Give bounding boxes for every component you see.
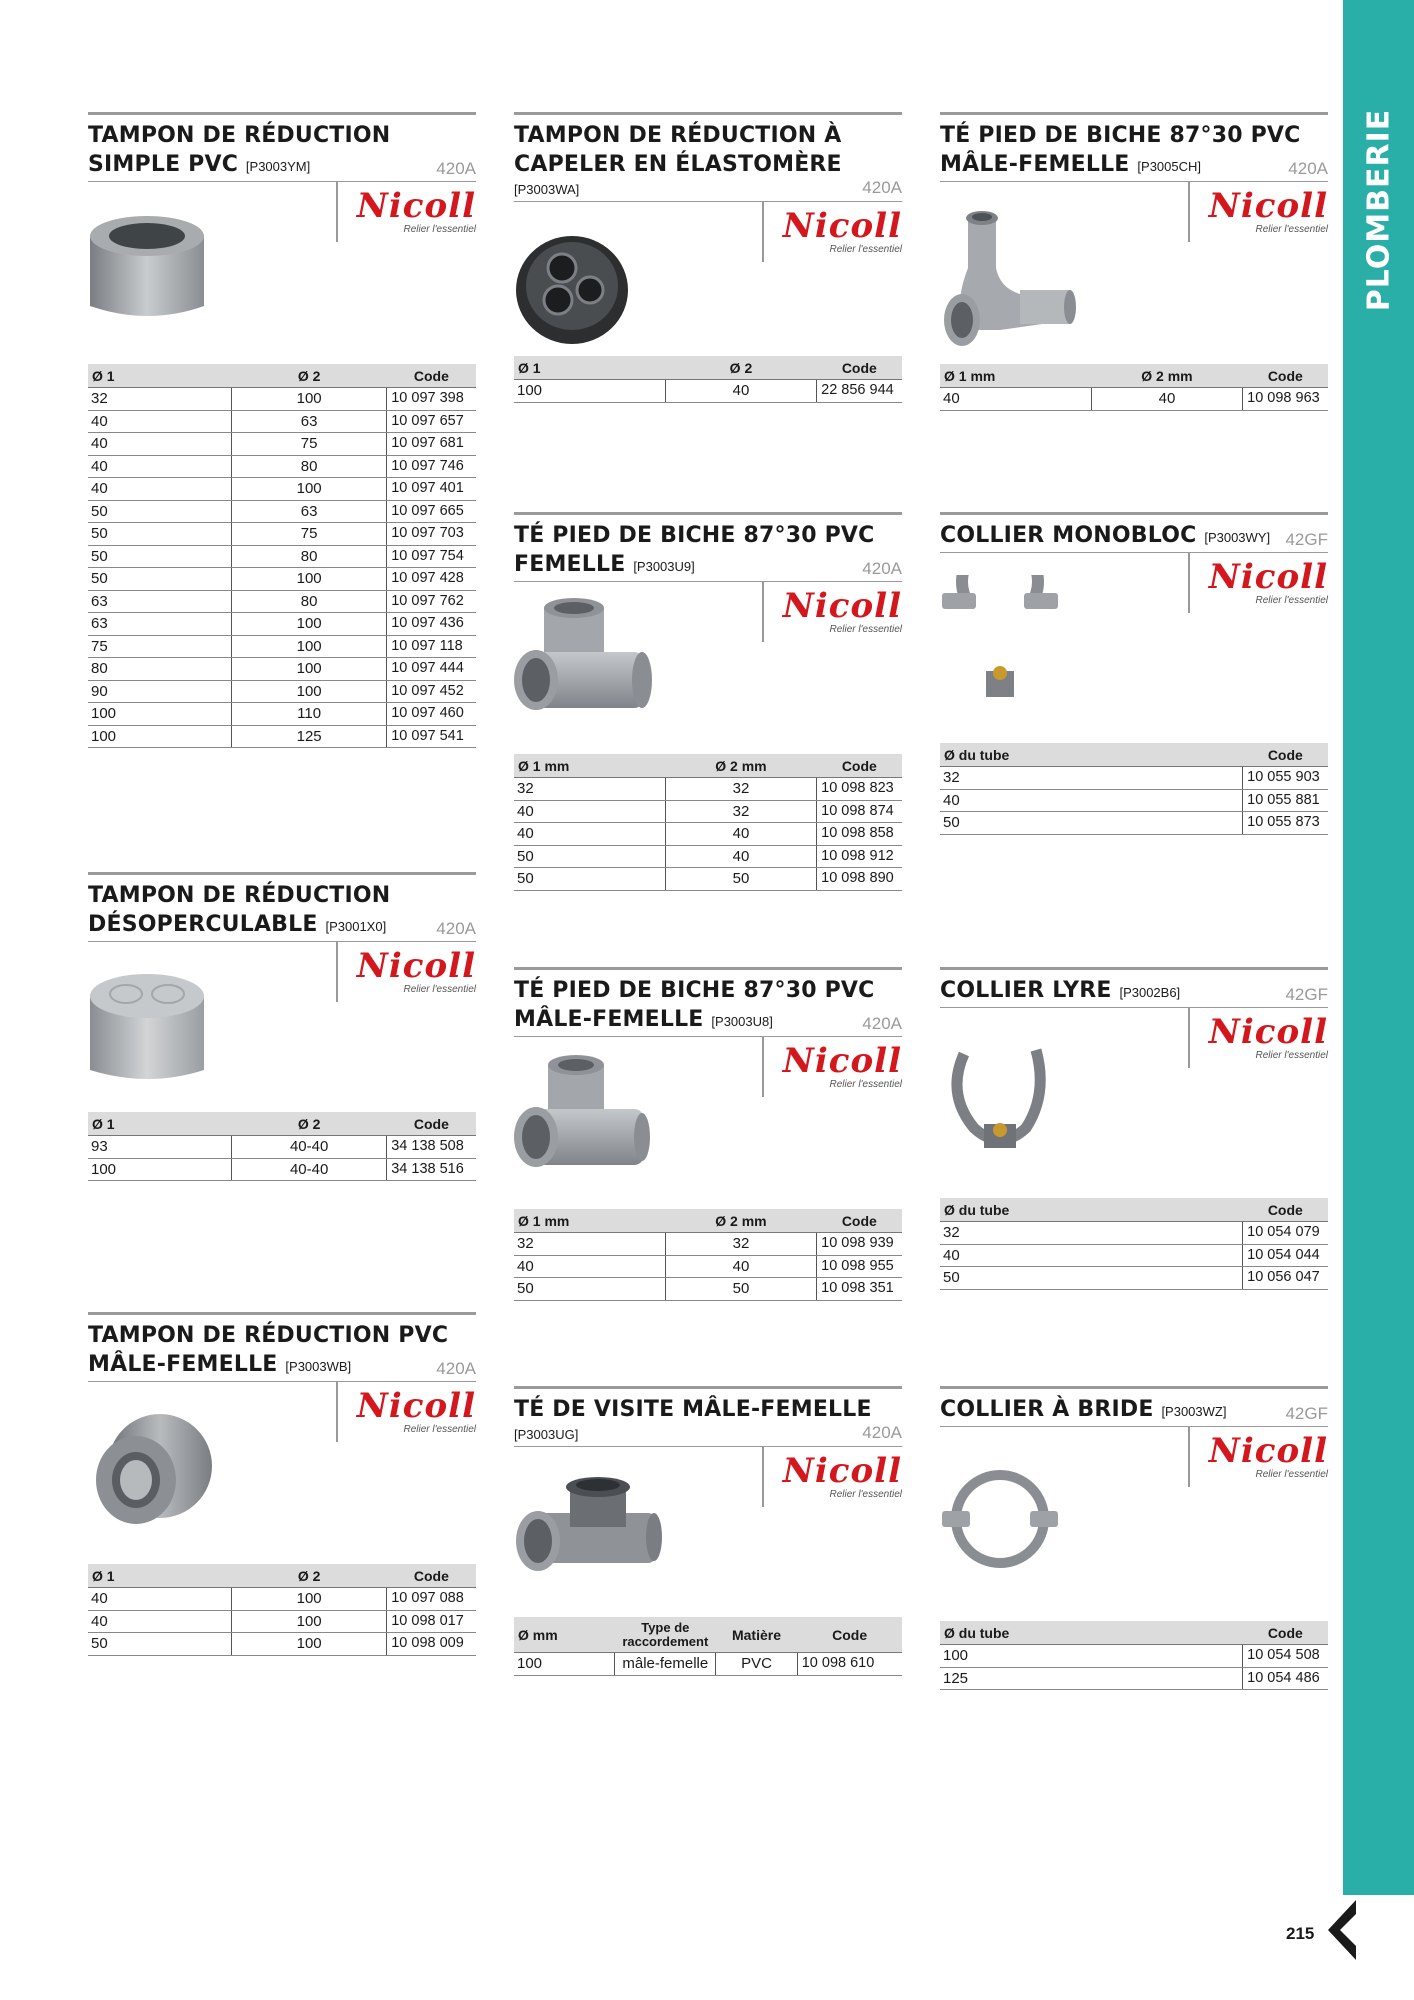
category-code: 42GF (1285, 530, 1328, 549)
table-cell: 40-40 (232, 1158, 387, 1181)
product-title: TAMPON DE RÉDUCTION DÉSOPERCULABLE [P3001X0] (88, 883, 391, 937)
table-cell: 40 (940, 388, 1091, 411)
table-row (88, 680, 476, 703)
product-reference: [P3003WY] (1204, 530, 1271, 545)
nicoll-logo: Nicoll Relier l'essentiel (356, 186, 476, 235)
category-code: 42GF (1285, 985, 1328, 1004)
code-cell: 10 054 079 (1243, 1222, 1328, 1245)
table-cell: 32 (514, 1233, 665, 1256)
product-image (514, 1099, 902, 1197)
product-header (88, 112, 476, 181)
product-header (514, 112, 902, 179)
table-cell: 100 (232, 680, 387, 703)
category-code: 420A (1288, 159, 1328, 178)
table-cell: 40 (88, 455, 232, 478)
table-cell: 32 (665, 778, 816, 801)
table-cell: 40 (88, 478, 232, 501)
table-cell: 32 (665, 1233, 816, 1256)
table-cell: 40 (940, 1244, 1243, 1267)
flange-clamp-image (940, 1453, 1060, 1583)
spec-table: Ø 1 Ø 2 Code 100 40 22 856 944 (514, 356, 902, 403)
table-cell: 50 (665, 868, 816, 891)
desoperculable-cap-image (88, 962, 208, 1090)
lyre-clamp-image (940, 1034, 1060, 1164)
table-cell: 100 (232, 1633, 387, 1656)
nicoll-logo: Nicoll Relier l'essentiel (1208, 1012, 1328, 1061)
spec-table: Ø 1 mm Ø 2 mm Code 32 32 10 098 939 40 40 10 098 955 50 50 10 098 351 (514, 1209, 902, 1301)
table-row (88, 388, 476, 411)
table-cell: 80 (232, 455, 387, 478)
table-row (940, 1267, 1328, 1290)
table-cell: PVC (716, 1653, 797, 1676)
page-number: 215 (1286, 1924, 1315, 1943)
product-tampon-capeler-elastomere (514, 112, 902, 403)
table-cell: 40 (1091, 388, 1242, 411)
spec-table-body (514, 778, 902, 891)
spec-table-body (514, 380, 902, 403)
table-row (88, 433, 476, 456)
product-reference: [P3002B6] (1119, 985, 1181, 1000)
table-row (88, 590, 476, 613)
table-row (88, 568, 476, 591)
product-header (514, 512, 902, 581)
table-row (88, 478, 476, 501)
table-cell: 80 (232, 545, 387, 568)
table-row (88, 1633, 476, 1656)
table-row (514, 845, 902, 868)
table-row (88, 613, 476, 636)
table-row (514, 868, 902, 891)
product-title: TÉ PIED DE BICHE 87°30 PVC FEMELLE [P3003U9] (514, 523, 875, 577)
product-reference: [P3003WB] (285, 1359, 352, 1374)
table-cell: 32 (940, 1222, 1243, 1245)
code-cell: 34 138 508 (387, 1136, 476, 1159)
product-reference: [P3005CH] (1137, 159, 1201, 174)
code-cell: 10 098 955 (817, 1255, 902, 1278)
table-cell: 50 (88, 568, 232, 591)
table-cell: 40 (88, 1610, 232, 1633)
table-cell: 125 (232, 725, 387, 748)
nicoll-logo: Nicoll Relier l'essentiel (782, 1041, 902, 1090)
table-row (514, 1233, 902, 1256)
spec-table-body (514, 1653, 902, 1676)
code-cell: 10 098 017 (387, 1610, 476, 1633)
table-cell: 63 (232, 500, 387, 523)
nicoll-logo: Nicoll Relier l'essentiel (782, 586, 902, 635)
code-cell: 10 056 047 (1243, 1267, 1328, 1290)
category-code: 420A (436, 919, 476, 938)
tee-fitting-image (514, 1051, 654, 1181)
category-code: 420A (862, 178, 902, 197)
table-cell: 100 (940, 1645, 1243, 1668)
code-cell: 10 098 874 (817, 800, 902, 823)
table-row (940, 1645, 1328, 1668)
code-cell: 10 054 044 (1243, 1244, 1328, 1267)
nicoll-logo: Nicoll Relier l'essentiel (1208, 186, 1328, 235)
table-row (514, 1255, 902, 1278)
table-row (940, 789, 1328, 812)
product-title: TAMPON DE RÉDUCTION PVC MÂLE-FEMELLE [P3003WB] (88, 1323, 449, 1377)
table-cell: 40 (88, 433, 232, 456)
monobloc-clamp-image (940, 575, 1060, 705)
code-cell: 10 098 858 (817, 823, 902, 846)
spec-table-body (88, 1588, 476, 1656)
spec-table-body (940, 1645, 1328, 1690)
code-cell: 10 054 486 (1243, 1667, 1328, 1690)
table-cell: 100 (232, 635, 387, 658)
table-cell: 40 (514, 800, 665, 823)
category-code: 420A (436, 1359, 476, 1378)
product-te-visite (514, 1386, 902, 1676)
table-cell: 63 (232, 410, 387, 433)
table-cell: 125 (940, 1667, 1243, 1690)
product-image (940, 1070, 1328, 1198)
product-reference: [P3003YM] (245, 159, 311, 174)
product-reference: [P3003WZ] (1161, 1404, 1227, 1419)
table-row (514, 1278, 902, 1301)
table-cell: 50 (88, 523, 232, 546)
nicoll-logo: Nicoll Relier l'essentiel (1208, 1431, 1328, 1480)
code-cell: 10 097 452 (387, 680, 476, 703)
table-row (88, 500, 476, 523)
product-te-pied-biche-male-femelle (514, 967, 902, 1301)
spec-table: Ø 1 Ø 2 Code 32 100 10 097 398 40 63 10 097 657 40 75 10 097 681 40 80 10 097 746 40 100 10 097 401 50 63 10 097 665 50 75 10 097 703 50 80 10 097 754 50 100 10 097 428 63 80 10 097 762 63 100 10 097 436 75 100 10 097 118 80 100 10 097 444 90 100 10 097 452 100 110 10 097 460 100 125 10 097 541 (88, 364, 476, 748)
code-cell: 10 098 890 (817, 868, 902, 891)
table-cell: 100 (514, 380, 665, 403)
table-cell: 50 (514, 845, 665, 868)
table-row (88, 1610, 476, 1633)
product-tampon-reduction-simple (88, 112, 476, 748)
product-image (514, 1509, 902, 1605)
table-cell: 40 (665, 823, 816, 846)
category-code: 420A (436, 159, 476, 178)
table-row (514, 1653, 902, 1676)
product-title: TÉ PIED DE BICHE 87°30 PVC MÂLE-FEMELLE [P3003U8] (514, 978, 875, 1032)
table-cell: 100 (88, 725, 232, 748)
elastomer-cap-image (514, 228, 634, 348)
product-image (88, 1444, 476, 1552)
product-reference: [P3003WA] (514, 182, 580, 197)
table-cell: 90 (88, 680, 232, 703)
product-title: TAMPON DE RÉDUCTION À CAPELER EN ÉLASTOMÈRE (514, 123, 842, 177)
product-header (88, 1312, 476, 1381)
product-image (940, 1489, 1328, 1621)
code-cell: 10 097 428 (387, 568, 476, 591)
table-row (514, 823, 902, 846)
table-cell: 75 (232, 433, 387, 456)
code-cell: 10 097 444 (387, 658, 476, 681)
product-header (940, 512, 1328, 552)
spec-table: Ø mm Type de raccordement Matière Code 100 mâle-femelle PVC 10 098 610 (514, 1617, 902, 1676)
spec-table-body (940, 767, 1328, 835)
nicoll-logo: Nicoll Relier l'essentiel (782, 206, 902, 255)
table-row (940, 388, 1328, 411)
table-cell: 50 (514, 1278, 665, 1301)
product-tampon-reduction-male-femelle (88, 1312, 476, 1656)
tee-fitting-image (514, 594, 654, 724)
table-row (88, 1136, 476, 1159)
table-cell: 32 (514, 778, 665, 801)
table-cell: 32 (665, 800, 816, 823)
table-cell: 50 (88, 1633, 232, 1656)
spec-table: Ø 1 Ø 2 Code 40 100 10 097 088 40 100 10 098 017 50 100 10 098 009 (88, 1564, 476, 1656)
category-code: 42GF (1285, 1404, 1328, 1423)
product-collier-lyre (940, 967, 1328, 1290)
product-collier-monobloc (940, 512, 1328, 835)
table-cell: 80 (88, 658, 232, 681)
product-title: TAMPON DE RÉDUCTION SIMPLE PVC [P3003YM] (88, 123, 391, 177)
category-code: 420A (862, 1423, 902, 1442)
product-title: COLLIER MONOBLOC [P3003WY] (940, 523, 1271, 548)
code-cell: 10 098 009 (387, 1633, 476, 1656)
table-row (940, 1667, 1328, 1690)
table-cell: 100 (514, 1653, 615, 1676)
code-cell: 34 138 516 (387, 1158, 476, 1181)
table-row (88, 1588, 476, 1611)
table-row (514, 800, 902, 823)
table-cell: 75 (88, 635, 232, 658)
table-cell: 63 (88, 590, 232, 613)
table-row (514, 380, 902, 403)
spec-table-body (88, 388, 476, 748)
code-cell: 10 098 823 (817, 778, 902, 801)
spec-table-body (940, 1222, 1328, 1290)
table-cell: 40 (514, 823, 665, 846)
table-cell: 32 (88, 388, 232, 411)
table-cell: 40 (665, 1255, 816, 1278)
product-title: TÉ DE VISITE MÂLE-FEMELLE (514, 1397, 872, 1422)
table-cell: 63 (88, 613, 232, 636)
table-cell: 40 (665, 380, 816, 403)
table-cell: 40 (88, 1588, 232, 1611)
nicoll-logo: Nicoll Relier l'essentiel (356, 1386, 476, 1435)
table-cell: 40 (514, 1255, 665, 1278)
product-reference: [P3003U8] (711, 1014, 773, 1029)
product-image (940, 244, 1328, 352)
product-header (514, 967, 902, 1036)
table-row (88, 1158, 476, 1181)
table-cell: 100 (232, 658, 387, 681)
table-cell: 100 (232, 613, 387, 636)
spec-table: Ø 1 mm Ø 2 mm Code 32 32 10 098 823 40 32 10 098 874 40 40 10 098 858 50 40 10 098 912 50 50 10 098 890 (514, 754, 902, 891)
table-cell: 32 (940, 767, 1243, 790)
category-code: 420A (862, 559, 902, 578)
section-label-text: PLOMBERIE (1361, 108, 1396, 312)
product-title: COLLIER À BRIDE [P3003WZ] (940, 1397, 1227, 1422)
table-row (88, 658, 476, 681)
product-reference: [P3003U9] (633, 559, 695, 574)
table-cell: 100 (88, 1158, 232, 1181)
table-cell: 100 (88, 703, 232, 726)
product-header (940, 1386, 1328, 1426)
page-corner-chevron-icon (1328, 1900, 1358, 1960)
spec-table: Ø du tube Code 32 10 054 079 40 10 054 044 50 10 056 047 (940, 1198, 1328, 1290)
table-row (88, 725, 476, 748)
code-cell: 10 097 401 (387, 478, 476, 501)
inspection-tee-image (514, 1473, 664, 1593)
code-cell: 10 098 610 (797, 1653, 902, 1676)
table-cell: 50 (940, 1267, 1243, 1290)
table-cell: mâle-femelle (615, 1653, 716, 1676)
product-title: COLLIER LYRE [P3002B6] (940, 978, 1181, 1003)
table-row (88, 635, 476, 658)
spec-table-body (88, 1136, 476, 1181)
product-te-pied-biche-femelle (514, 512, 902, 891)
section-label (1343, 100, 1414, 320)
table-row (940, 1222, 1328, 1245)
table-cell: 100 (232, 1610, 387, 1633)
product-header (88, 872, 476, 941)
code-cell: 10 097 703 (387, 523, 476, 546)
male-female-reducer-image (88, 1404, 218, 1534)
table-row (514, 778, 902, 801)
table-cell: 75 (232, 523, 387, 546)
spec-table-body (514, 1233, 902, 1301)
product-image (514, 264, 902, 344)
category-code: 420A (862, 1014, 902, 1033)
table-cell: 40 (88, 410, 232, 433)
product-header (940, 112, 1328, 181)
product-reference: [P3001X0] (325, 919, 387, 934)
code-cell: 10 097 118 (387, 635, 476, 658)
code-cell: 10 097 398 (387, 388, 476, 411)
table-cell: 40 (665, 845, 816, 868)
product-header (514, 1386, 902, 1424)
spec-table: Ø 1 Ø 2 Code 93 40-40 34 138 508 100 40-40 34 138 516 (88, 1112, 476, 1181)
product-image (940, 615, 1328, 743)
table-cell: 93 (88, 1136, 232, 1159)
product-title: TÉ PIED DE BICHE 87°30 PVC MÂLE-FEMELLE [P3005CH] (940, 123, 1301, 177)
reducer-image (88, 208, 208, 328)
code-cell: 10 097 746 (387, 455, 476, 478)
product-reference: [P3003UG] (514, 1427, 579, 1442)
table-cell: 100 (232, 478, 387, 501)
table-cell: 50 (88, 545, 232, 568)
table-cell: 100 (232, 568, 387, 591)
code-cell: 10 097 762 (387, 590, 476, 613)
code-cell: 10 054 508 (1243, 1645, 1328, 1668)
product-header (940, 967, 1328, 1007)
table-row (88, 703, 476, 726)
spec-table: Ø du tube Code 32 10 055 903 40 10 055 881 50 10 055 873 (940, 743, 1328, 835)
table-row (940, 767, 1328, 790)
table-row (940, 812, 1328, 835)
product-te-pied-biche-male-femelle-2 (940, 112, 1328, 411)
spec-table: Ø du tube Code 100 10 054 508 125 10 054 486 (940, 1621, 1328, 1690)
code-cell: 10 055 873 (1243, 812, 1328, 835)
table-cell: 40-40 (232, 1136, 387, 1159)
table-cell: 80 (232, 590, 387, 613)
spec-table-body (940, 388, 1328, 411)
code-cell: 10 097 436 (387, 613, 476, 636)
code-cell: 10 097 665 (387, 500, 476, 523)
code-cell: 10 097 754 (387, 545, 476, 568)
code-cell: 22 856 944 (817, 380, 902, 403)
table-row (88, 545, 476, 568)
table-row (940, 1244, 1328, 1267)
nicoll-logo: Nicoll Relier l'essentiel (1208, 557, 1328, 606)
product-collier-bride (940, 1386, 1328, 1690)
table-cell: 50 (940, 812, 1243, 835)
code-cell: 10 098 939 (817, 1233, 902, 1256)
table-cell: 40 (940, 789, 1243, 812)
nicoll-logo: Nicoll Relier l'essentiel (356, 946, 476, 995)
code-cell: 10 055 881 (1243, 789, 1328, 812)
spec-table: Ø 1 mm Ø 2 mm Code 40 40 10 098 963 (940, 364, 1328, 411)
code-cell: 10 097 460 (387, 703, 476, 726)
code-cell: 10 097 657 (387, 410, 476, 433)
product-tampon-reduction-desoperculable (88, 872, 476, 1181)
code-cell: 10 098 351 (817, 1278, 902, 1301)
product-image (88, 244, 476, 352)
table-row (88, 410, 476, 433)
product-image (88, 1004, 476, 1100)
product-image (514, 644, 902, 742)
sweep-tee-image (940, 198, 1080, 348)
table-cell: 50 (665, 1278, 816, 1301)
nicoll-logo: Nicoll Relier l'essentiel (782, 1451, 902, 1500)
code-cell: 10 097 088 (387, 1588, 476, 1611)
code-cell: 10 098 912 (817, 845, 902, 868)
code-cell: 10 098 963 (1243, 388, 1328, 411)
table-cell: 50 (514, 868, 665, 891)
code-cell: 10 055 903 (1243, 767, 1328, 790)
table-row (88, 523, 476, 546)
code-cell: 10 097 541 (387, 725, 476, 748)
table-row (88, 455, 476, 478)
table-cell: 110 (232, 703, 387, 726)
table-cell: 50 (88, 500, 232, 523)
code-cell: 10 097 681 (387, 433, 476, 456)
table-cell: 100 (232, 1588, 387, 1611)
table-cell: 100 (232, 388, 387, 411)
